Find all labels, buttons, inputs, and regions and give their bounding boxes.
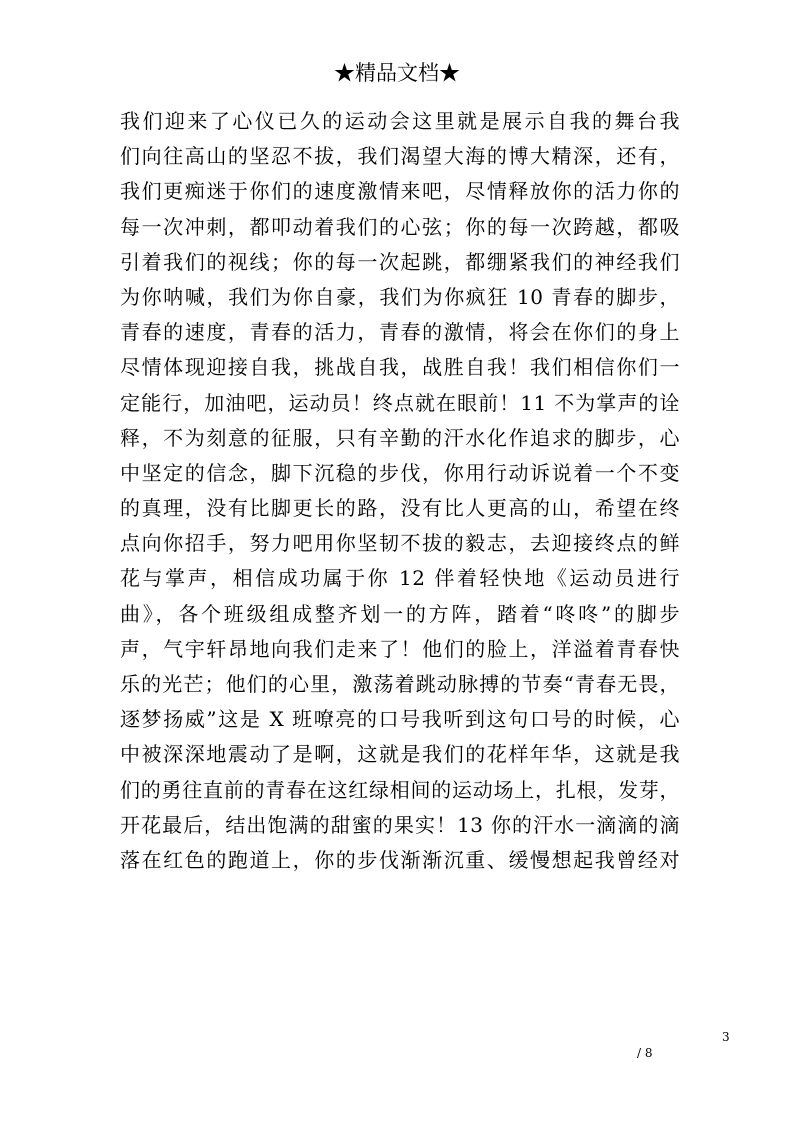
text-line: 我们迎来了心仪已久的运动会这里就是展示自我的舞台我 bbox=[120, 109, 680, 133]
text-line: 点向你招手，努力吧用你坚韧不拔的毅志，去迎接终点的鲜 bbox=[120, 531, 680, 556]
document-body bbox=[120, 104, 680, 878]
page-header-title: ★精品文档★ bbox=[334, 61, 460, 85]
text-line: 尽情体现迎接自我，挑战自我，战胜自我！我们相信你们一 bbox=[120, 355, 680, 380]
text-line: 花与掌声，相信成功属于你 12 伴着轻快地《运动员进行 bbox=[120, 566, 680, 591]
page-total: / 8 bbox=[637, 1046, 653, 1060]
text-line: 曲》，各个班级组成整齐划一的方阵，踏着“咚咚”的脚步 bbox=[120, 601, 680, 626]
text-line: 声，气宇轩昂地向我们走来了！他们的脸上，洋溢着青春快 bbox=[120, 636, 680, 661]
text-line: 乐的光芒；他们的心里，激荡着跳动脉搏的节奏“青春无畏， bbox=[120, 672, 680, 696]
text-line: 为你呐喊，我们为你自豪，我们为你疯狂 10 青春的脚步， bbox=[120, 284, 680, 309]
text-line: 中坚定的信念，脚下沉稳的步伐，你用行动诉说着一个不变 bbox=[120, 460, 680, 485]
text-line: 青春的速度，青春的活力，青春的激情，将会在你们的身上 bbox=[120, 320, 680, 345]
text-line: 开花最后，结出饱满的甜蜜的果实！13 你的汗水一滴滴的滴 bbox=[120, 812, 680, 837]
page-number: 3 bbox=[722, 1030, 730, 1044]
text-line: 引着我们的视线；你的每一次起跳，都绷紧我们的神经我们 bbox=[120, 249, 680, 274]
text-line: 我们更痴迷于你们的速度激情来吧，尽情释放你的活力你的 bbox=[120, 179, 680, 204]
text-line: 中被深深地震动了是啊，这就是我们的花样年华，这就是我 bbox=[120, 742, 680, 767]
text-line: 们的勇往直前的青春在这红绿相间的运动场上，扎根，发芽， bbox=[120, 777, 680, 802]
text-line: 每一次冲刺，都叩动着我们的心弦；你的每一次跨越，都吸 bbox=[120, 214, 680, 239]
text-line: 逐梦扬威”这是 X 班嘹亮的口号我听到这句口号的时候，心 bbox=[120, 707, 680, 732]
text-line: 释，不为刻意的征服，只有辛勤的汗水化作追求的脚步，心 bbox=[120, 425, 680, 450]
text-line: 们向往高山的坚忍不拔，我们渴望大海的博大精深，还有， bbox=[120, 144, 680, 169]
text-line: 定能行，加油吧，运动员！终点就在眼前！11 不为掌声的诠 bbox=[120, 390, 680, 415]
text-line: 落在红色的跑道上，你的步伐渐渐沉重、缓慢想起我曾经对 bbox=[120, 847, 680, 872]
text-line: 的真理，没有比脚更长的路，没有比人更高的山，希望在终 bbox=[120, 496, 680, 521]
